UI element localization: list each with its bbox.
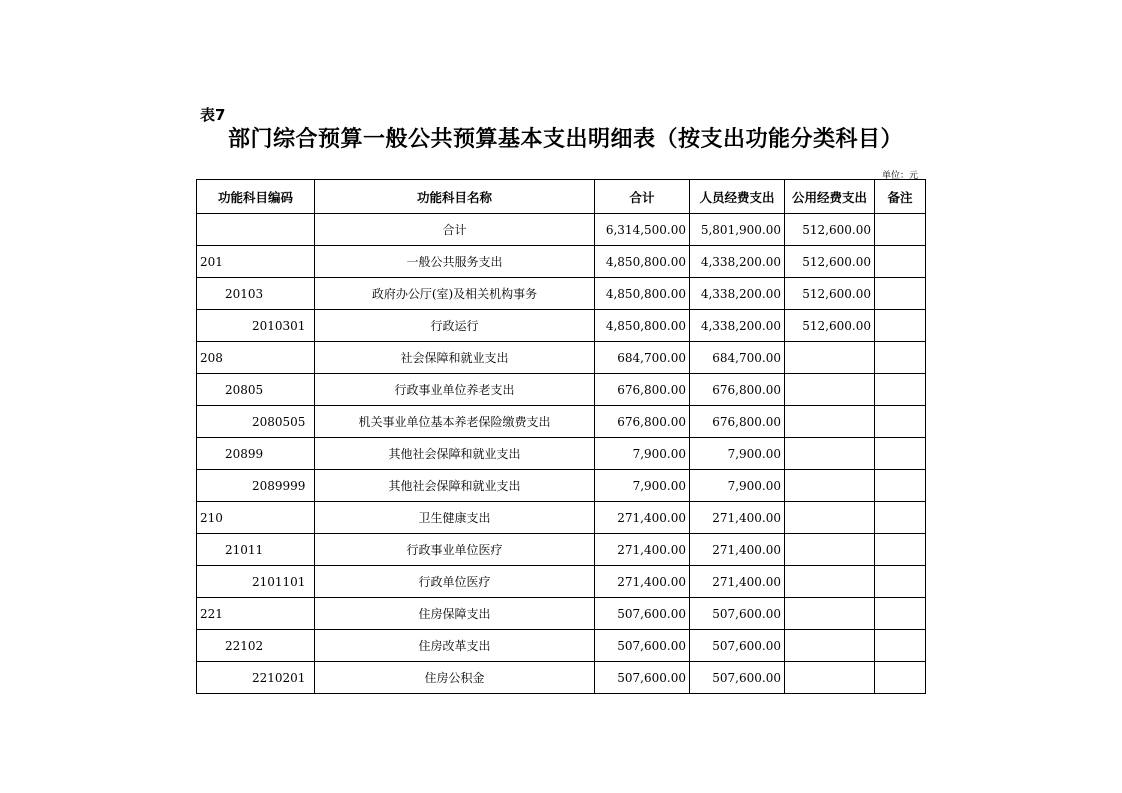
cell-public bbox=[785, 502, 875, 534]
cell-name: 合计 bbox=[315, 214, 595, 246]
cell-code: 210 bbox=[197, 502, 315, 534]
cell-public bbox=[785, 438, 875, 470]
cell-total: 507,600.00 bbox=[595, 630, 690, 662]
cell-total: 676,800.00 bbox=[595, 374, 690, 406]
column-header-personnel: 人员经费支出 bbox=[690, 180, 785, 214]
cell-note bbox=[875, 438, 926, 470]
cell-public bbox=[785, 406, 875, 438]
table-row bbox=[197, 630, 926, 662]
cell-note bbox=[875, 214, 926, 246]
cell-public bbox=[785, 566, 875, 598]
cell-personnel: 5,801,900.00 bbox=[690, 214, 785, 246]
cell-personnel: 676,800.00 bbox=[690, 406, 785, 438]
cell-code: 20899 bbox=[197, 438, 315, 470]
cell-name: 社会保障和就业支出 bbox=[315, 342, 595, 374]
cell-note bbox=[875, 406, 926, 438]
cell-code: 20805 bbox=[197, 374, 315, 406]
table-row bbox=[197, 566, 926, 598]
table-row bbox=[197, 438, 926, 470]
cell-name: 行政事业单位养老支出 bbox=[315, 374, 595, 406]
table-row bbox=[197, 342, 926, 374]
cell-total: 271,400.00 bbox=[595, 502, 690, 534]
cell-total: 676,800.00 bbox=[595, 406, 690, 438]
cell-total: 507,600.00 bbox=[595, 598, 690, 630]
cell-name: 卫生健康支出 bbox=[315, 502, 595, 534]
cell-code: 22102 bbox=[197, 630, 315, 662]
cell-name: 其他社会保障和就业支出 bbox=[315, 438, 595, 470]
table-label: 表7 bbox=[200, 106, 226, 124]
cell-code: 2101101 bbox=[197, 566, 315, 598]
cell-name: 一般公共服务支出 bbox=[315, 246, 595, 278]
cell-public bbox=[785, 598, 875, 630]
cell-public bbox=[785, 534, 875, 566]
cell-note bbox=[875, 470, 926, 502]
budget-table bbox=[196, 179, 926, 694]
cell-name: 政府办公厅(室)及相关机构事务 bbox=[315, 278, 595, 310]
cell-note bbox=[875, 374, 926, 406]
table-row bbox=[197, 662, 926, 694]
document-title: 部门综合预算一般公共预算基本支出明细表（按支出功能分类科目） bbox=[228, 126, 904, 152]
cell-note bbox=[875, 630, 926, 662]
table-row bbox=[197, 374, 926, 406]
cell-public bbox=[785, 662, 875, 694]
cell-personnel: 271,400.00 bbox=[690, 566, 785, 598]
cell-public bbox=[785, 470, 875, 502]
cell-note bbox=[875, 502, 926, 534]
cell-code: 21011 bbox=[197, 534, 315, 566]
cell-public: 512,600.00 bbox=[785, 214, 875, 246]
cell-name: 机关事业单位基本养老保险缴费支出 bbox=[315, 406, 595, 438]
cell-code bbox=[197, 214, 315, 246]
cell-personnel: 507,600.00 bbox=[690, 630, 785, 662]
cell-public bbox=[785, 342, 875, 374]
cell-code: 2080505 bbox=[197, 406, 315, 438]
cell-code: 208 bbox=[197, 342, 315, 374]
cell-personnel: 684,700.00 bbox=[690, 342, 785, 374]
cell-total: 271,400.00 bbox=[595, 534, 690, 566]
cell-total: 507,600.00 bbox=[595, 662, 690, 694]
cell-personnel: 271,400.00 bbox=[690, 534, 785, 566]
table-row bbox=[197, 534, 926, 566]
header-row bbox=[197, 180, 926, 214]
cell-note bbox=[875, 246, 926, 278]
cell-public: 512,600.00 bbox=[785, 278, 875, 310]
cell-personnel: 4,338,200.00 bbox=[690, 310, 785, 342]
cell-code: 2089999 bbox=[197, 470, 315, 502]
cell-total: 4,850,800.00 bbox=[595, 246, 690, 278]
cell-public: 512,600.00 bbox=[785, 246, 875, 278]
cell-code: 20103 bbox=[197, 278, 315, 310]
cell-public: 512,600.00 bbox=[785, 310, 875, 342]
table-row bbox=[197, 246, 926, 278]
cell-note bbox=[875, 566, 926, 598]
column-header-note: 备注 bbox=[875, 180, 926, 214]
table-row bbox=[197, 470, 926, 502]
cell-personnel: 4,338,200.00 bbox=[690, 246, 785, 278]
cell-name: 其他社会保障和就业支出 bbox=[315, 470, 595, 502]
cell-code: 2010301 bbox=[197, 310, 315, 342]
unit-label: 单位：元 bbox=[882, 171, 919, 181]
cell-name: 行政运行 bbox=[315, 310, 595, 342]
cell-public bbox=[785, 630, 875, 662]
cell-public bbox=[785, 374, 875, 406]
cell-personnel: 7,900.00 bbox=[690, 438, 785, 470]
table-row bbox=[197, 598, 926, 630]
cell-code: 2210201 bbox=[197, 662, 315, 694]
table-row bbox=[197, 310, 926, 342]
table-row bbox=[197, 214, 926, 246]
cell-name: 住房公积金 bbox=[315, 662, 595, 694]
cell-total: 271,400.00 bbox=[595, 566, 690, 598]
cell-name: 住房保障支出 bbox=[315, 598, 595, 630]
cell-note bbox=[875, 342, 926, 374]
cell-total: 4,850,800.00 bbox=[595, 310, 690, 342]
cell-total: 7,900.00 bbox=[595, 470, 690, 502]
cell-total: 7,900.00 bbox=[595, 438, 690, 470]
cell-note bbox=[875, 598, 926, 630]
column-header-total: 合计 bbox=[595, 180, 690, 214]
cell-personnel: 4,338,200.00 bbox=[690, 278, 785, 310]
cell-note bbox=[875, 662, 926, 694]
cell-note bbox=[875, 534, 926, 566]
cell-total: 684,700.00 bbox=[595, 342, 690, 374]
cell-code: 201 bbox=[197, 246, 315, 278]
cell-name: 行政事业单位医疗 bbox=[315, 534, 595, 566]
table-row bbox=[197, 502, 926, 534]
cell-personnel: 507,600.00 bbox=[690, 598, 785, 630]
cell-personnel: 271,400.00 bbox=[690, 502, 785, 534]
cell-name: 住房改革支出 bbox=[315, 630, 595, 662]
cell-note bbox=[875, 310, 926, 342]
cell-personnel: 7,900.00 bbox=[690, 470, 785, 502]
cell-code: 221 bbox=[197, 598, 315, 630]
column-header-name: 功能科目名称 bbox=[315, 180, 595, 214]
cell-total: 6,314,500.00 bbox=[595, 214, 690, 246]
cell-note bbox=[875, 278, 926, 310]
column-header-public: 公用经费支出 bbox=[785, 180, 875, 214]
table-row bbox=[197, 278, 926, 310]
table-row bbox=[197, 406, 926, 438]
table-body bbox=[197, 214, 926, 694]
cell-total: 4,850,800.00 bbox=[595, 278, 690, 310]
cell-personnel: 676,800.00 bbox=[690, 374, 785, 406]
cell-personnel: 507,600.00 bbox=[690, 662, 785, 694]
column-header-code: 功能科目编码 bbox=[197, 180, 315, 214]
cell-name: 行政单位医疗 bbox=[315, 566, 595, 598]
